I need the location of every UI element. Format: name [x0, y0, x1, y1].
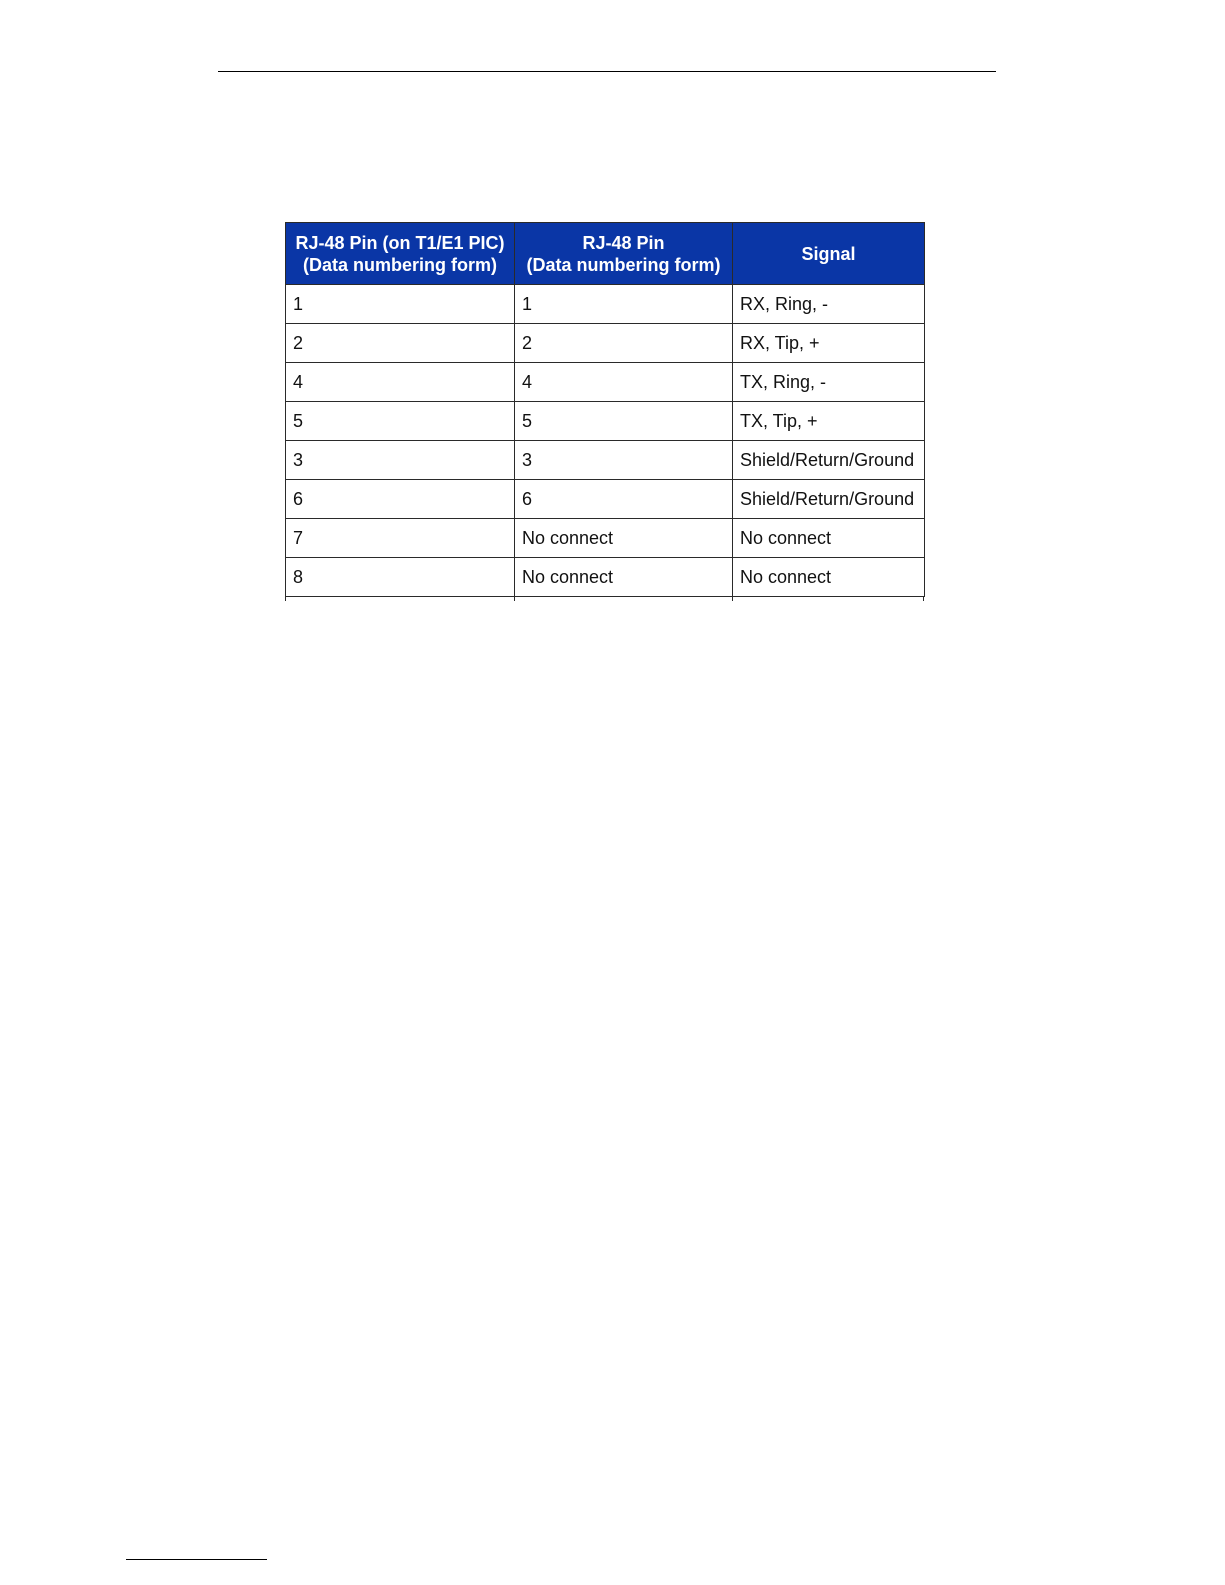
table-cell-pin: No connect — [515, 519, 733, 558]
stub-line — [514, 597, 515, 601]
table-cell-signal: RX, Ring, - — [733, 285, 925, 324]
footnote-separator — [126, 1559, 267, 1560]
table-row — [286, 558, 925, 597]
table-row — [286, 519, 925, 558]
table-cell-pic-pin: 3 — [286, 441, 515, 480]
table-row — [286, 363, 925, 402]
table-row — [286, 480, 925, 519]
table-cell-signal: TX, Ring, - — [733, 363, 925, 402]
table-cell-pic-pin: 1 — [286, 285, 515, 324]
table-cell-pic-pin: 2 — [286, 324, 515, 363]
table-cell-signal: Shield/Return/Ground — [733, 480, 925, 519]
table-row — [286, 324, 925, 363]
table-cell-pic-pin: 7 — [286, 519, 515, 558]
table-continuation-stub — [285, 597, 924, 601]
table-cell-pin: 1 — [515, 285, 733, 324]
rj48-pinout-table — [285, 222, 925, 597]
table-cell-signal: TX, Tip, + — [733, 402, 925, 441]
table-cell-signal: Shield/Return/Ground — [733, 441, 925, 480]
column-header-signal: Signal — [733, 223, 925, 285]
table-cell-signal: No connect — [733, 558, 925, 597]
table-cell-pin: 5 — [515, 402, 733, 441]
table-cell-signal: RX, Tip, + — [733, 324, 925, 363]
table-cell-pin: 3 — [515, 441, 733, 480]
table-cell-pin: 4 — [515, 363, 733, 402]
table-cell-pin: No connect — [515, 558, 733, 597]
table-row — [286, 441, 925, 480]
stub-line — [732, 597, 733, 601]
stub-line — [285, 597, 286, 601]
table-cell-pic-pin: 4 — [286, 363, 515, 402]
table-cell-pic-pin: 6 — [286, 480, 515, 519]
page-header-rule — [218, 71, 996, 72]
table-cell-pic-pin: 8 — [286, 558, 515, 597]
column-header-pic-pin: RJ-48 Pin (on T1/E1 PIC) (Data numbering form) — [286, 223, 515, 285]
column-header-pin: RJ-48 Pin (Data numbering form) — [515, 223, 733, 285]
stub-line — [923, 597, 924, 601]
table-row — [286, 285, 925, 324]
table-cell-pic-pin: 5 — [286, 402, 515, 441]
table-cell-pin: 2 — [515, 324, 733, 363]
table-cell-signal: No connect — [733, 519, 925, 558]
table-cell-pin: 6 — [515, 480, 733, 519]
table-row — [286, 402, 925, 441]
table-header-row — [286, 223, 925, 285]
